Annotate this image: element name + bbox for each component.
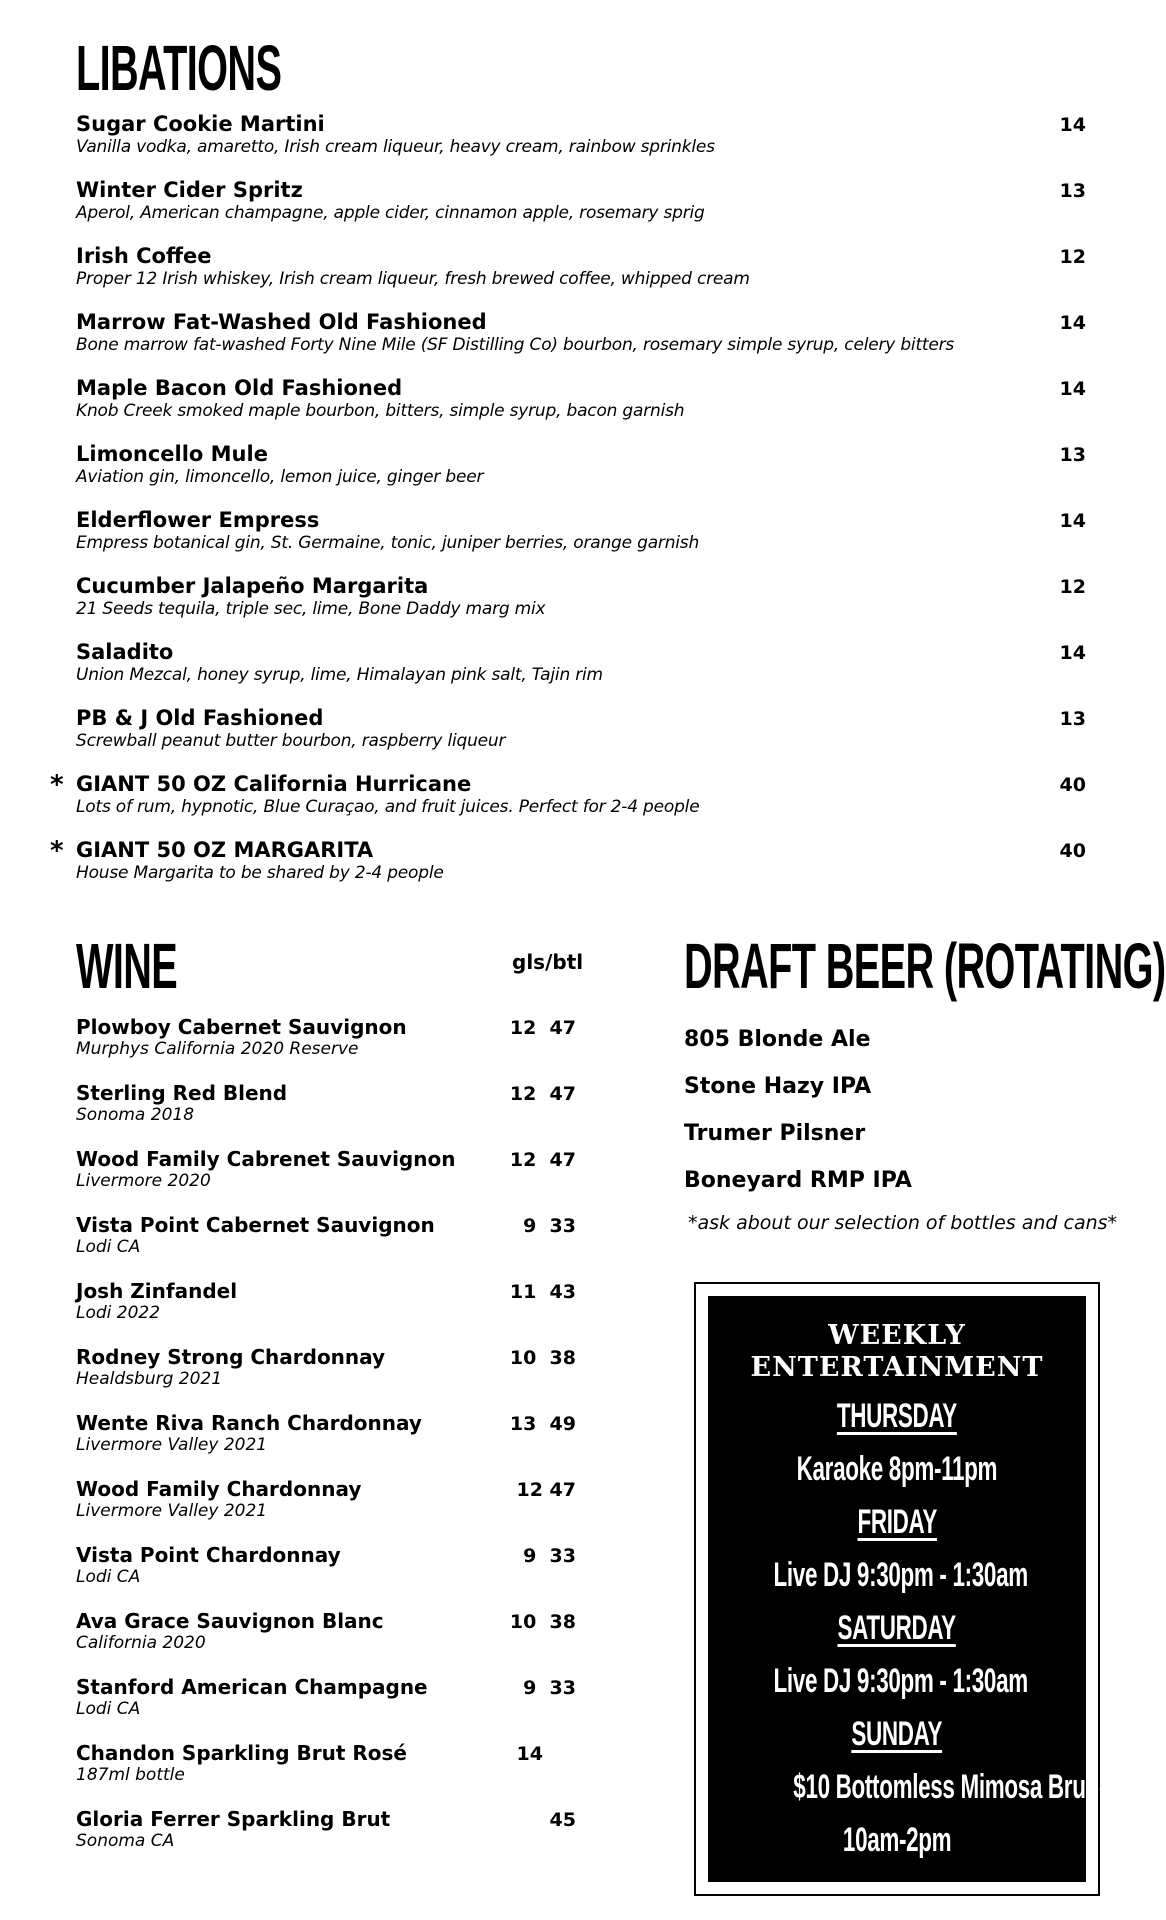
item-price: 14 xyxy=(1059,642,1086,664)
item-description: Screwball peanut butter bourbon, raspberry liqueur xyxy=(76,731,506,751)
wine-name: Plowboy Cabernet Sauvignon xyxy=(76,1015,407,1039)
list-item xyxy=(76,1807,586,1873)
item-name: Sugar Cookie Martini xyxy=(76,112,325,136)
item-name: Cucumber Jalapeño Margarita xyxy=(76,574,429,598)
item-price: 13 xyxy=(1059,708,1086,730)
list-item: 805 Blonde Ale xyxy=(684,1027,871,1052)
wine-origin: Livermore 2020 xyxy=(76,1171,211,1191)
list-item xyxy=(76,244,1086,310)
list-item xyxy=(76,1147,586,1213)
item-name: PB & J Old Fashioned xyxy=(76,706,324,730)
item-price: 14 xyxy=(1059,312,1086,334)
list-item xyxy=(76,442,1086,508)
day-heading: THURSDAY xyxy=(837,1397,957,1435)
item-description: Lots of rum, hypnotic, Blue Curaçao, and fruit juices. Perfect for 2-4 people xyxy=(76,797,700,817)
wine-origin: Livermore Valley 2021 xyxy=(76,1501,268,1521)
list-item xyxy=(76,1609,586,1675)
item-price: 14 xyxy=(1059,510,1086,532)
list-item xyxy=(76,706,1086,772)
wine-origin: 187ml bottle xyxy=(76,1765,185,1785)
wine-price: 13 49 xyxy=(509,1413,576,1435)
item-name: Saladito xyxy=(76,640,174,664)
item-price: 12 xyxy=(1059,246,1086,268)
item-price: 13 xyxy=(1059,444,1086,466)
item-price: 40 xyxy=(1059,774,1086,796)
wine-origin: Healdsburg 2021 xyxy=(76,1369,223,1389)
libations-list xyxy=(50,112,1086,904)
weekly-entertainment-panel xyxy=(708,1296,1125,1882)
wine-name: Wood Family Cabrenet Sauvignon xyxy=(76,1147,456,1171)
wine-origin: Lodi CA xyxy=(76,1699,141,1719)
wine-price: 10 38 xyxy=(509,1611,576,1633)
wine-price: 11 43 xyxy=(509,1281,576,1303)
day-event: $10 Bottomless Mimosa Brunch xyxy=(793,1768,1125,1806)
list-item xyxy=(76,574,1086,640)
wine-name: Wood Family Chardonnay xyxy=(76,1477,362,1501)
star-icon: * xyxy=(50,770,64,800)
list-item xyxy=(50,770,1086,838)
item-description: 21 Seeds tequila, triple sec, lime, Bone Daddy marg mix xyxy=(76,599,546,619)
item-price: 14 xyxy=(1059,378,1086,400)
item-description: Vanilla vodka, amaretto, Irish cream liqueur, heavy cream, rainbow sprinkles xyxy=(76,137,715,157)
wine-name: Josh Zinfandel xyxy=(76,1279,238,1303)
wine-name: Sterling Red Blend xyxy=(76,1081,288,1105)
beer-list xyxy=(684,1016,912,1204)
wine-origin: Sonoma 2018 xyxy=(76,1105,195,1125)
wine-price: 10 38 xyxy=(509,1347,576,1369)
list-item xyxy=(76,376,1086,442)
item-name: GIANT 50 OZ MARGARITA xyxy=(76,838,374,862)
list-item xyxy=(76,640,1086,706)
wine-origin: Sonoma CA xyxy=(76,1831,175,1851)
item-price: 40 xyxy=(1059,840,1086,862)
wine-name: Stanford American Champagne xyxy=(76,1675,428,1699)
libations-title: LIBATIONS xyxy=(76,32,282,104)
wine-name: Wente Riva Ranch Chardonnay xyxy=(76,1411,422,1435)
item-description: Knob Creek smoked maple bourbon, bitters, simple syrup, bacon garnish xyxy=(76,401,685,421)
entertainment-schedule xyxy=(708,1390,1125,1867)
item-name: Marrow Fat-Washed Old Fashioned xyxy=(76,310,487,334)
list-item xyxy=(76,508,1086,574)
entertainment-title xyxy=(708,1320,1086,1384)
wine-price: 12 47 xyxy=(509,1017,576,1039)
wine-price: 9 33 xyxy=(523,1215,576,1237)
item-price: 14 xyxy=(1059,114,1086,136)
item-description: Proper 12 Irish whiskey, Irish cream liqueur, fresh brewed coffee, whipped cream xyxy=(76,269,750,289)
wine-name: Gloria Ferrer Sparkling Brut xyxy=(76,1807,391,1831)
wine-list xyxy=(76,1015,586,1873)
wine-name: Ava Grace Sauvignon Blanc xyxy=(76,1609,384,1633)
wine-price: 45 xyxy=(549,1809,576,1831)
wine-name: Vista Point Chardonnay xyxy=(76,1543,341,1567)
list-item: Boneyard RMP IPA xyxy=(684,1168,912,1193)
day-event-footer: 10am-2pm xyxy=(842,1821,952,1859)
item-description: Empress botanical gin, St. Germaine, tonic, juniper berries, orange garnish xyxy=(76,533,700,553)
item-name: Limoncello Mule xyxy=(76,442,268,466)
list-item xyxy=(76,112,1086,178)
item-name: Elderflower Empress xyxy=(76,508,320,532)
draft-beer-title: DRAFT BEER (ROTATING) xyxy=(684,930,1166,1002)
item-name: Maple Bacon Old Fashioned xyxy=(76,376,403,400)
list-item xyxy=(76,1477,586,1543)
list-item xyxy=(76,1543,586,1609)
wine-origin: Lodi 2022 xyxy=(76,1303,161,1323)
wine-origin: Lodi CA xyxy=(76,1237,141,1257)
list-item xyxy=(76,1741,586,1807)
day-event: Karaoke 8pm-11pm xyxy=(796,1450,998,1488)
item-price: 12 xyxy=(1059,576,1086,598)
wine-origin: Livermore Valley 2021 xyxy=(76,1435,268,1455)
list-item xyxy=(76,1411,586,1477)
item-name: Winter Cider Spritz xyxy=(76,178,303,202)
wine-price: 12 47 xyxy=(516,1479,576,1501)
wine-origin: Lodi CA xyxy=(76,1567,141,1587)
day-event: Live DJ 9:30pm - 1:30am xyxy=(773,1556,1028,1594)
list-item xyxy=(76,1345,586,1411)
day-heading: SATURDAY xyxy=(837,1609,957,1647)
list-item xyxy=(76,310,1086,376)
list-item xyxy=(76,1015,586,1081)
wine-origin: California 2020 xyxy=(76,1633,206,1653)
wine-name: Rodney Strong Chardonnay xyxy=(76,1345,386,1369)
list-item xyxy=(76,1213,586,1279)
beer-note: *ask about our selection of bottles and cans* xyxy=(688,1212,1118,1234)
item-description: Union Mezcal, honey syrup, lime, Himalayan pink salt, Tajin rim xyxy=(76,665,603,685)
item-name: Irish Coffee xyxy=(76,244,212,268)
item-description: Aviation gin, limoncello, lemon juice, ginger beer xyxy=(76,467,484,487)
list-item: Trumer Pilsner xyxy=(684,1121,866,1146)
weekly-entertainment-box xyxy=(694,1282,1125,1896)
wine-price-header: gls/btl xyxy=(512,950,584,974)
day-heading: FRIDAY xyxy=(857,1503,937,1541)
wine-price: 9 33 xyxy=(523,1545,576,1567)
list-item xyxy=(76,1081,586,1147)
wine-price: 9 33 xyxy=(523,1677,576,1699)
list-item xyxy=(50,836,1086,904)
list-item xyxy=(76,1279,586,1345)
item-description: Aperol, American champagne, apple cider, cinnamon apple, rosemary sprig xyxy=(76,203,705,223)
wine-title: WINE xyxy=(76,930,178,1002)
wine-name: Vista Point Cabernet Sauvignon xyxy=(76,1213,435,1237)
wine-price: 12 47 xyxy=(509,1149,576,1171)
list-item: Stone Hazy IPA xyxy=(684,1074,872,1099)
day-event: Live DJ 9:30pm - 1:30am xyxy=(773,1662,1028,1700)
wine-price: 14 xyxy=(516,1743,576,1765)
wine-origin: Murphys California 2020 Reserve xyxy=(76,1039,359,1059)
star-icon: * xyxy=(50,836,64,866)
list-item xyxy=(76,178,1086,244)
entertainment-title-line1: WEEKLY xyxy=(828,1320,966,1351)
item-name: GIANT 50 OZ California Hurricane xyxy=(76,772,472,796)
item-price: 13 xyxy=(1059,180,1086,202)
entertainment-title-line2: ENTERTAINMENT xyxy=(750,1352,1044,1383)
item-description: Bone marrow fat-washed Forty Nine Mile (SF Distilling Co) bourbon, rosemary simple syrup, celery bitters xyxy=(76,335,955,355)
item-description: House Margarita to be shared by 2-4 people xyxy=(76,863,444,883)
wine-name: Chandon Sparkling Brut Rosé xyxy=(76,1741,407,1765)
day-heading: SUNDAY xyxy=(851,1715,943,1753)
wine-price: 12 47 xyxy=(509,1083,576,1105)
list-item xyxy=(76,1675,586,1741)
